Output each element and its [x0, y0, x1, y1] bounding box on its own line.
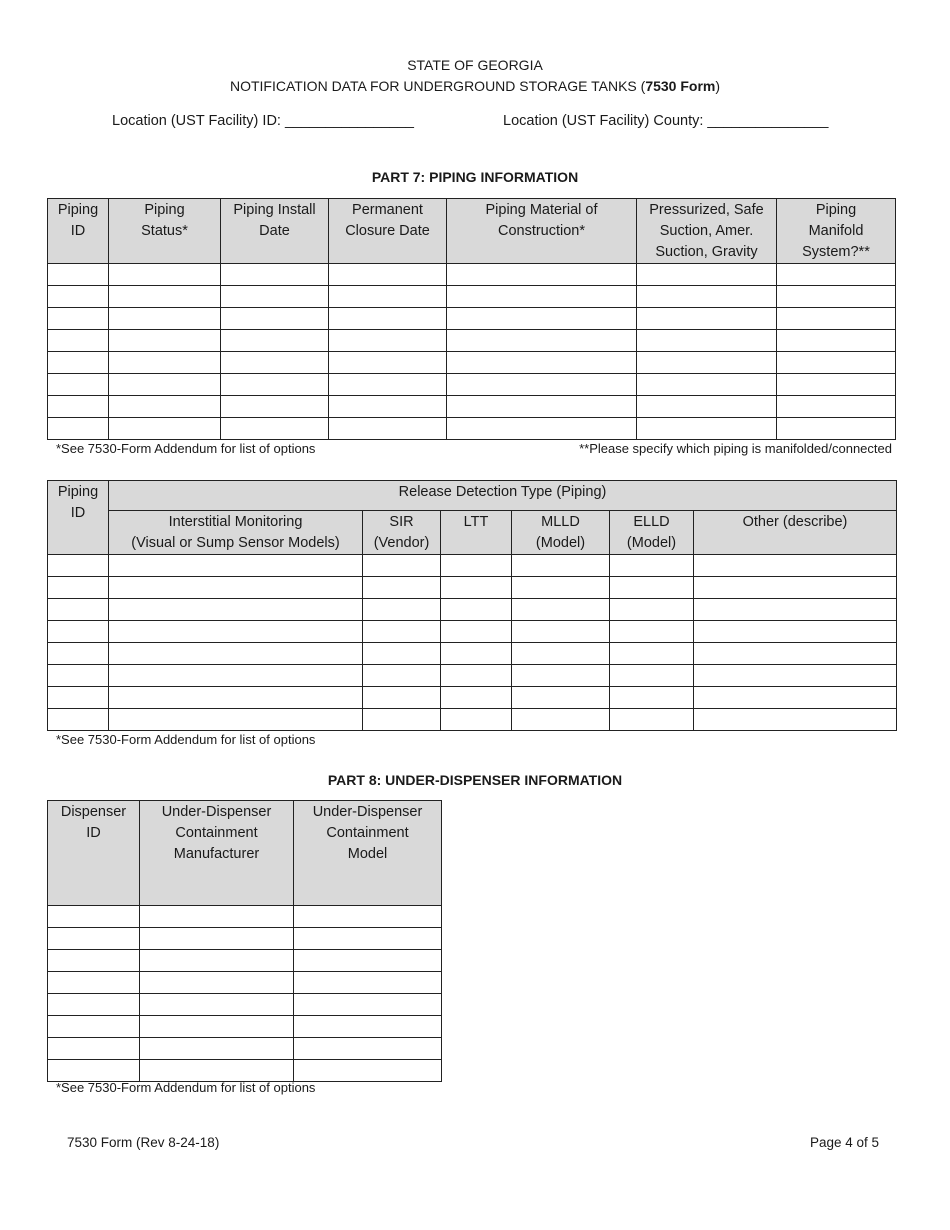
input-cell[interactable]: [637, 374, 777, 396]
input-cell[interactable]: [109, 308, 221, 330]
release-detection-note: *See 7530-Form Addendum for list of options: [56, 732, 316, 747]
input-cell[interactable]: [637, 308, 777, 330]
input-cell[interactable]: [363, 665, 441, 687]
input-cell[interactable]: [48, 330, 109, 352]
input-cell[interactable]: [441, 555, 512, 577]
containment-manufacturer-header: Under-Dispenser Containment Manufacturer: [140, 801, 294, 906]
input-cell[interactable]: [140, 1038, 294, 1060]
input-cell[interactable]: [777, 352, 896, 374]
part8-note: *See 7530-Form Addendum for list of options: [56, 1080, 316, 1095]
table-row: [48, 972, 442, 994]
input-cell[interactable]: [694, 709, 897, 731]
input-cell[interactable]: [512, 555, 610, 577]
input-cell[interactable]: [512, 621, 610, 643]
pressurized-suction-header: Pressurized, Safe Suction, Amer. Suction, Gravity: [637, 199, 777, 264]
interstitial-monitoring-header: Interstitial Monitoring (Visual or Sump Sensor Models): [109, 511, 363, 555]
input-cell[interactable]: [777, 264, 896, 286]
input-cell[interactable]: [694, 665, 897, 687]
input-cell[interactable]: [109, 687, 363, 709]
table-row: [48, 665, 897, 687]
piping-id-header: Piping ID: [48, 199, 109, 264]
part7-note-right: **Please specify which piping is manifolded/connected: [579, 441, 892, 456]
input-cell[interactable]: [637, 264, 777, 286]
manifold-system-header: Piping Manifold System?**: [777, 199, 896, 264]
location-id-field[interactable]: Location (UST Facility) ID: ________________: [112, 113, 415, 129]
input-cell[interactable]: [294, 972, 442, 994]
input-cell[interactable]: [610, 687, 694, 709]
input-cell[interactable]: [48, 928, 140, 950]
input-cell[interactable]: [109, 286, 221, 308]
input-cell[interactable]: [294, 950, 442, 972]
piping-material-header: Piping Material of Construction*: [447, 199, 637, 264]
input-cell[interactable]: [447, 396, 637, 418]
containment-model-header: Under-Dispenser Containment Model: [294, 801, 442, 906]
input-cell[interactable]: [512, 687, 610, 709]
input-cell[interactable]: [694, 555, 897, 577]
input-cell[interactable]: [109, 577, 363, 599]
input-cell[interactable]: [140, 950, 294, 972]
input-cell[interactable]: [48, 950, 140, 972]
input-cell[interactable]: [610, 577, 694, 599]
piping-install-date-header: Piping Install Date: [221, 199, 329, 264]
input-cell[interactable]: [48, 396, 109, 418]
input-cell[interactable]: [777, 418, 896, 440]
input-cell[interactable]: [512, 709, 610, 731]
table-row: [48, 1038, 442, 1060]
input-cell[interactable]: [109, 418, 221, 440]
ltt-header: LTT: [441, 511, 512, 555]
input-cell[interactable]: [48, 555, 109, 577]
input-cell[interactable]: [109, 264, 221, 286]
input-cell[interactable]: [221, 264, 329, 286]
input-cell[interactable]: [610, 599, 694, 621]
part7-note-left: *See 7530-Form Addendum for list of options: [56, 441, 316, 456]
input-cell[interactable]: [610, 621, 694, 643]
release-detection-type-header: Release Detection Type (Piping): [109, 481, 897, 511]
input-cell[interactable]: [447, 418, 637, 440]
input-cell[interactable]: [447, 330, 637, 352]
elld-header: ELLD (Model): [610, 511, 694, 555]
input-cell[interactable]: [512, 599, 610, 621]
input-cell[interactable]: [512, 643, 610, 665]
other-describe-header: Other (describe): [694, 511, 897, 555]
part8-title: PART 8: UNDER-DISPENSER INFORMATION: [327, 772, 623, 788]
input-cell[interactable]: [329, 286, 447, 308]
location-county-field[interactable]: Location (UST Facility) County: _______________: [503, 113, 829, 129]
table-row: [48, 994, 442, 1016]
input-cell[interactable]: [294, 1038, 442, 1060]
table-row: [48, 264, 896, 286]
input-cell[interactable]: [109, 643, 363, 665]
input-cell[interactable]: [48, 665, 109, 687]
input-cell[interactable]: [637, 418, 777, 440]
input-cell[interactable]: [221, 330, 329, 352]
input-cell[interactable]: [694, 621, 897, 643]
input-cell[interactable]: [48, 286, 109, 308]
input-cell[interactable]: [48, 709, 109, 731]
piping-info-table: [47, 198, 896, 440]
table-row: [48, 374, 896, 396]
table-row: [48, 906, 442, 928]
permanent-closure-date-header: Permanent Closure Date: [329, 199, 447, 264]
form-title-bold: 7530 Form: [645, 78, 716, 94]
table-row: [48, 950, 442, 972]
input-cell[interactable]: [694, 577, 897, 599]
form-title-prefix: NOTIFICATION DATA FOR UNDERGROUND STORAGE TANKS (: [229, 78, 646, 94]
input-cell[interactable]: [363, 555, 441, 577]
input-cell[interactable]: [109, 330, 221, 352]
input-cell[interactable]: [140, 994, 294, 1016]
input-cell[interactable]: [777, 286, 896, 308]
input-cell[interactable]: [48, 418, 109, 440]
input-cell[interactable]: [48, 264, 109, 286]
input-cell[interactable]: [140, 1060, 294, 1082]
input-cell[interactable]: [329, 396, 447, 418]
input-cell[interactable]: [363, 709, 441, 731]
input-cell[interactable]: [447, 286, 637, 308]
input-cell[interactable]: [48, 599, 109, 621]
input-cell[interactable]: [447, 352, 637, 374]
input-cell[interactable]: [512, 577, 610, 599]
input-cell[interactable]: [637, 396, 777, 418]
input-cell[interactable]: [221, 352, 329, 374]
input-cell[interactable]: [109, 709, 363, 731]
input-cell[interactable]: [447, 264, 637, 286]
input-cell[interactable]: [329, 330, 447, 352]
input-cell[interactable]: [294, 906, 442, 928]
input-cell[interactable]: [329, 264, 447, 286]
sir-header: SIR (Vendor): [363, 511, 441, 555]
input-cell[interactable]: [48, 643, 109, 665]
input-cell[interactable]: [109, 599, 363, 621]
table-row: [48, 330, 896, 352]
table-row: [48, 418, 896, 440]
input-cell[interactable]: [441, 577, 512, 599]
input-cell[interactable]: [694, 643, 897, 665]
input-cell[interactable]: [777, 374, 896, 396]
input-cell[interactable]: [221, 396, 329, 418]
table-row: [48, 286, 896, 308]
input-cell[interactable]: [610, 709, 694, 731]
form-revision: 7530 Form (Rev 8-24-18): [67, 1135, 220, 1150]
table-row: [48, 396, 896, 418]
input-cell[interactable]: [109, 665, 363, 687]
input-cell[interactable]: [109, 352, 221, 374]
mlld-header: MLLD (Model): [512, 511, 610, 555]
state-title: STATE OF GEORGIA: [407, 57, 543, 73]
piping-status-header: Piping Status*: [109, 199, 221, 264]
input-cell[interactable]: [694, 687, 897, 709]
input-cell[interactable]: [109, 374, 221, 396]
input-cell[interactable]: [140, 906, 294, 928]
input-cell[interactable]: [329, 418, 447, 440]
input-cell[interactable]: [109, 555, 363, 577]
input-cell[interactable]: [109, 621, 363, 643]
form-title-suffix: ): [715, 78, 721, 94]
table-row: [48, 577, 897, 599]
input-cell[interactable]: [637, 352, 777, 374]
input-cell[interactable]: [441, 599, 512, 621]
input-cell[interactable]: [48, 1060, 140, 1082]
table-row: [48, 599, 897, 621]
release-detection-table: [47, 480, 897, 731]
input-cell[interactable]: [441, 687, 512, 709]
table-row: [48, 1060, 442, 1082]
input-cell[interactable]: [48, 577, 109, 599]
table-row: [48, 643, 897, 665]
input-cell[interactable]: [441, 643, 512, 665]
table-row: [48, 352, 896, 374]
input-cell[interactable]: [221, 418, 329, 440]
input-cell[interactable]: [694, 599, 897, 621]
input-cell[interactable]: [441, 621, 512, 643]
table-row: [48, 928, 442, 950]
table-row: [48, 621, 897, 643]
input-cell[interactable]: [777, 308, 896, 330]
under-dispenser-table: [47, 800, 442, 1082]
input-cell[interactable]: [363, 687, 441, 709]
input-cell[interactable]: [294, 994, 442, 1016]
input-cell[interactable]: [109, 396, 221, 418]
input-cell[interactable]: [48, 621, 109, 643]
input-cell[interactable]: [48, 1016, 140, 1038]
input-cell[interactable]: [637, 286, 777, 308]
page-number: Page 4 of 5: [809, 1135, 879, 1150]
input-cell[interactable]: [610, 665, 694, 687]
input-cell[interactable]: [441, 665, 512, 687]
input-cell[interactable]: [777, 330, 896, 352]
input-cell[interactable]: [329, 352, 447, 374]
form-title: [0, 78, 950, 94]
input-cell[interactable]: [48, 352, 109, 374]
input-cell[interactable]: [48, 972, 140, 994]
table-row: [48, 308, 896, 330]
input-cell[interactable]: [329, 374, 447, 396]
input-cell[interactable]: [140, 972, 294, 994]
input-cell[interactable]: [363, 577, 441, 599]
input-cell[interactable]: [447, 374, 637, 396]
part7-title: PART 7: PIPING INFORMATION: [371, 169, 579, 185]
input-cell[interactable]: [363, 599, 441, 621]
input-cell[interactable]: [610, 643, 694, 665]
input-cell[interactable]: [777, 396, 896, 418]
input-cell[interactable]: [512, 665, 610, 687]
input-cell[interactable]: [294, 928, 442, 950]
input-cell[interactable]: [610, 555, 694, 577]
input-cell[interactable]: [447, 308, 637, 330]
input-cell[interactable]: [48, 1038, 140, 1060]
rd-piping-id-header: Piping ID: [48, 481, 109, 555]
input-cell[interactable]: [48, 687, 109, 709]
input-cell[interactable]: [48, 994, 140, 1016]
input-cell[interactable]: [637, 330, 777, 352]
input-cell[interactable]: [48, 906, 140, 928]
input-cell[interactable]: [140, 928, 294, 950]
input-cell[interactable]: [363, 621, 441, 643]
dispenser-id-header: Dispenser ID: [48, 801, 140, 906]
input-cell[interactable]: [294, 1016, 442, 1038]
input-cell[interactable]: [48, 374, 109, 396]
input-cell[interactable]: [329, 308, 447, 330]
input-cell[interactable]: [140, 1016, 294, 1038]
table-row: [48, 1016, 442, 1038]
table-row: [48, 687, 897, 709]
input-cell[interactable]: [221, 374, 329, 396]
input-cell[interactable]: [48, 308, 109, 330]
input-cell[interactable]: [363, 643, 441, 665]
table-row: [48, 555, 897, 577]
input-cell[interactable]: [294, 1060, 442, 1082]
input-cell[interactable]: [221, 308, 329, 330]
input-cell[interactable]: [221, 286, 329, 308]
input-cell[interactable]: [441, 709, 512, 731]
table-row: [48, 709, 897, 731]
